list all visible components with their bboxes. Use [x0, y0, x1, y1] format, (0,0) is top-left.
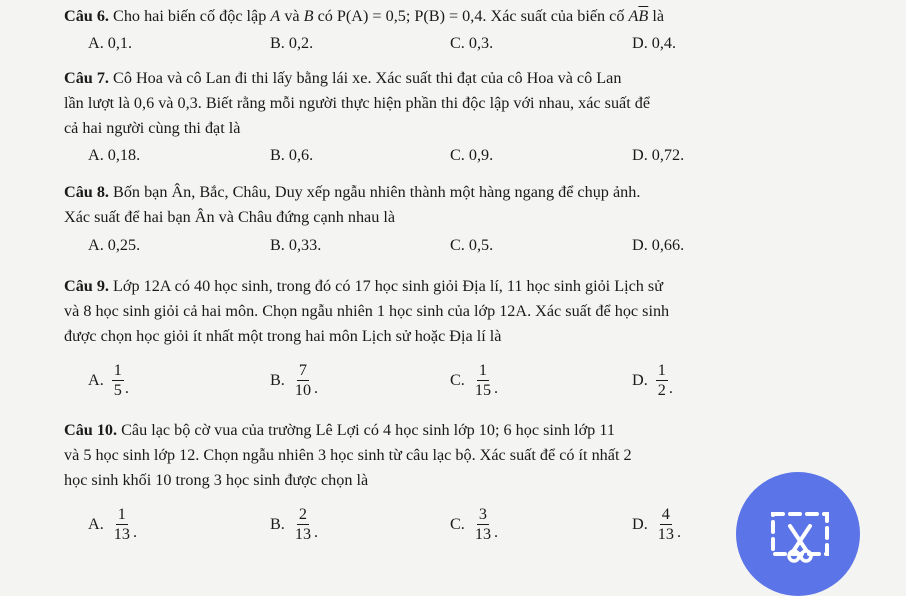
- option-value: 0,9.: [468, 146, 494, 164]
- denominator: 5: [113, 380, 122, 399]
- option-label: B.: [270, 370, 285, 389]
- option-label: B.: [270, 236, 285, 254]
- screenshot-crop-scissors-icon: [770, 504, 832, 566]
- question-6-probabilities: có P(A) = 0,5; P(B) = 0,4.: [317, 7, 487, 25]
- option-label: B.: [270, 514, 285, 533]
- question-7-text: Cô Hoa và cô Lan đi thi lấy bằng lái xe. Xác suất thi đạt của cô Hoa và cô Lan: [113, 69, 622, 87]
- option-label: C.: [450, 236, 465, 254]
- question-7-options: [88, 146, 808, 172]
- question-9-text: Lớp 12A có 40 học sinh, trong đó có 17 học sinh giỏi Địa lí, 11 học sinh giỏi Lịch sử: [113, 277, 664, 295]
- option-label: C.: [450, 370, 465, 389]
- option-c[interactable]: [450, 34, 493, 53]
- variable-a: A: [270, 7, 281, 25]
- question-9-line-2: và 8 học sinh giỏi cả hai môn. Chọn ngẫu nhiên 1 học sinh của lớp 12A. Xác suất để học sinh: [64, 302, 670, 320]
- question-8: [64, 180, 820, 230]
- option-label: D.: [632, 34, 648, 52]
- fraction: [112, 505, 132, 544]
- question-6-text-part: là: [652, 7, 665, 25]
- numerator: 2: [298, 504, 307, 523]
- option-c[interactable]: C. $\frac{3}{13}$ .: [450, 504, 499, 543]
- denominator: 15: [474, 380, 492, 399]
- question-8-number: Câu 8.: [64, 183, 109, 201]
- question-7-line-2: lần lượt là 0,6 và 0,3. Biết rằng mỗi người thực hiện phần thi độc lập với nhau, xác suất để: [64, 94, 651, 112]
- numerator: 4: [661, 504, 670, 523]
- option-value: 0,6.: [288, 146, 314, 164]
- screenshot-fab-button[interactable]: [736, 472, 860, 596]
- question-9-options: [88, 356, 808, 404]
- question-7-number: Câu 7.: [64, 69, 109, 87]
- option-a[interactable]: [88, 34, 132, 53]
- option-label: A.: [88, 146, 104, 164]
- option-d[interactable]: [632, 34, 676, 53]
- option-value: 0,1.: [107, 34, 133, 52]
- numerator: 7: [298, 360, 307, 379]
- option-value: 0,25.: [107, 236, 141, 254]
- question-9-number: Câu 9.: [64, 277, 109, 295]
- question-10-number: Câu 10.: [64, 421, 118, 439]
- option-b[interactable]: B. $\frac{2}{13}$ .: [270, 504, 319, 543]
- event-ab-bar: $A\overline{B}$: [628, 7, 649, 25]
- question-7-line-3: cả hai người cùng thi đạt là: [64, 119, 241, 137]
- question-6: [64, 4, 820, 29]
- option-a[interactable]: [88, 236, 140, 255]
- question-9-line-3: được chọn học giỏi ít nhất một trong hai môn Lịch sử hoặc Địa lí là: [64, 327, 502, 345]
- question-8-text: Bốn bạn Ân, Bắc, Châu, Duy xếp ngẫu nhiên thành một hàng ngang để chụp ảnh.: [113, 183, 641, 201]
- question-6-number: Câu 6.: [64, 7, 109, 25]
- denominator: 13: [294, 524, 312, 543]
- option-value: 0,5.: [468, 236, 494, 254]
- question-8-line-1: [64, 180, 820, 205]
- question-10-options: [88, 500, 808, 548]
- question-9: [64, 274, 820, 349]
- option-b[interactable]: [270, 34, 313, 53]
- option-c[interactable]: [450, 146, 493, 165]
- option-value: 0,18.: [107, 146, 141, 164]
- option-label: A.: [88, 236, 104, 254]
- option-label: D.: [632, 514, 648, 533]
- option-d[interactable]: [632, 236, 684, 255]
- fraction: [656, 361, 668, 400]
- question-10-line-2: và 5 học sinh lớp 12. Chọn ngẫu nhiên 3 học sinh từ câu lạc bộ. Xác suất để có ít nhất 2: [64, 446, 632, 464]
- question-8-line-2: Xác suất để hai bạn Ân và Châu đứng cạnh nhau là: [64, 208, 396, 226]
- option-value: 0,4.: [651, 34, 677, 52]
- denominator: 13: [113, 524, 130, 543]
- question-6-text-part: Cho hai biến cố độc lập: [113, 7, 267, 25]
- fraction: [112, 361, 124, 400]
- question-7-line-1: [64, 66, 820, 91]
- question-9-line-1: [64, 274, 820, 299]
- variable-b: B: [303, 7, 314, 25]
- numerator: 1: [657, 360, 666, 379]
- fraction: [656, 505, 676, 544]
- option-label: C.: [450, 146, 465, 164]
- numerator: 3: [478, 504, 487, 523]
- question-7: [64, 66, 820, 141]
- option-d[interactable]: D. $\frac{1}{2}$ .: [632, 360, 673, 399]
- option-b[interactable]: [270, 236, 321, 255]
- option-d[interactable]: [632, 146, 684, 165]
- option-label: C.: [450, 34, 465, 52]
- option-label: A.: [88, 34, 104, 52]
- option-a[interactable]: A. $\frac{1}{5}$ .: [88, 360, 129, 399]
- option-b[interactable]: B. $\frac{7}{10}$ .: [270, 360, 319, 399]
- option-label: B.: [270, 146, 285, 164]
- option-c[interactable]: [450, 236, 493, 255]
- numerator: 1: [478, 360, 487, 379]
- fraction: [293, 505, 313, 544]
- fraction: [473, 505, 493, 544]
- question-10-line-3: học sinh khối 10 trong 3 học sinh được chọn là: [64, 471, 369, 489]
- fraction: [473, 361, 493, 400]
- question-6-text: [64, 4, 820, 29]
- question-10-text: Câu lạc bộ cờ vua của trường Lê Lợi có 4 học sinh lớp 10; 6 học sinh lớp 11: [121, 421, 615, 439]
- denominator: 13: [657, 524, 674, 543]
- option-a[interactable]: A. $\frac{1}{13}$ .: [88, 504, 137, 543]
- question-8-options: [88, 236, 808, 262]
- option-a[interactable]: [88, 146, 140, 165]
- option-d[interactable]: D. $\frac{4}{13}$ .: [632, 504, 681, 543]
- numerator: 1: [113, 360, 122, 379]
- option-label: B.: [270, 34, 285, 52]
- question-6-text-part: Xác suất của biến cố: [490, 7, 625, 25]
- option-value: 0,3.: [468, 34, 494, 52]
- option-label: C.: [450, 514, 465, 533]
- fraction: [293, 361, 313, 400]
- option-value: 0,66.: [651, 236, 685, 254]
- option-label: A.: [88, 514, 104, 533]
- question-10: [64, 418, 820, 493]
- option-label: D.: [632, 370, 648, 389]
- option-label: A.: [88, 370, 104, 389]
- option-label: D.: [632, 236, 648, 254]
- option-value: 0,2.: [288, 34, 314, 52]
- option-value: 0,72.: [651, 146, 685, 164]
- option-b[interactable]: [270, 146, 313, 165]
- option-value: 0,33.: [288, 236, 322, 254]
- numerator: 1: [117, 504, 126, 523]
- question-10-line-1: [64, 418, 820, 443]
- option-label: D.: [632, 146, 648, 164]
- denominator: 2: [657, 380, 666, 399]
- question-6-options: [88, 34, 808, 60]
- question-6-text-part: và: [284, 7, 300, 25]
- option-c[interactable]: C. $\frac{1}{15}$ .: [450, 360, 499, 399]
- denominator: 10: [294, 380, 312, 399]
- denominator: 13: [474, 524, 492, 543]
